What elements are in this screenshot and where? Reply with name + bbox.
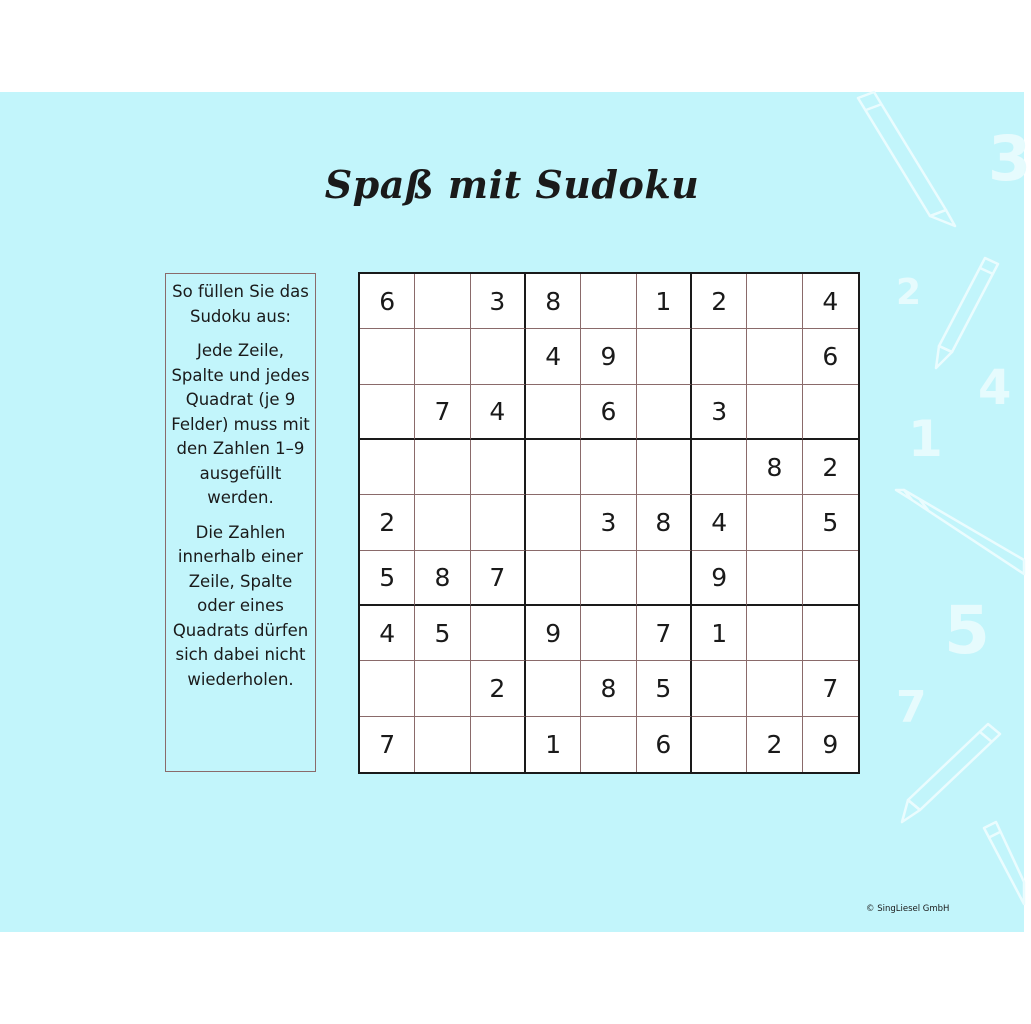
sudoku-empty-cell[interactable] — [360, 385, 415, 440]
copyright-notice: © SingLiesel GmbH — [866, 904, 950, 914]
sudoku-empty-cell[interactable] — [581, 274, 636, 329]
sudoku-empty-cell[interactable] — [692, 661, 747, 716]
sudoku-empty-cell[interactable] — [581, 551, 636, 606]
sudoku-empty-cell[interactable] — [360, 329, 415, 384]
decorative-number: 7 — [896, 682, 927, 733]
sudoku-empty-cell[interactable] — [415, 661, 470, 716]
sudoku-given-cell: 9 — [822, 729, 839, 759]
sudoku-given-cell: 4 — [803, 274, 858, 329]
sudoku-given-cell: 3 — [471, 274, 526, 329]
sudoku-given-cell: 8 — [747, 440, 802, 495]
sudoku-given-cell: 3 — [581, 495, 636, 550]
sudoku-empty-cell[interactable] — [415, 495, 470, 550]
decorative-number: 1 — [908, 410, 943, 468]
sudoku-empty-cell[interactable] — [747, 661, 802, 716]
pencil-icon — [936, 258, 998, 368]
sudoku-empty-cell[interactable] — [692, 717, 747, 772]
sudoku-grid — [358, 272, 860, 774]
sudoku-empty-cell[interactable] — [526, 385, 581, 440]
sudoku-given-cell: 4 — [692, 495, 747, 550]
sudoku-given-cell: 1 — [637, 274, 692, 329]
sudoku-given-cell: 4 — [526, 329, 581, 384]
sudoku-given-cell: 6 — [803, 329, 858, 384]
decorative-number: 3 — [988, 122, 1031, 195]
sudoku-empty-cell[interactable] — [526, 495, 581, 550]
sudoku-empty-cell[interactable] — [471, 495, 526, 550]
sudoku-given-cell: 1 — [526, 717, 581, 772]
sudoku-given-cell: 9 — [692, 551, 747, 606]
sudoku-empty-cell[interactable] — [637, 551, 692, 606]
sudoku-given-cell: 7 — [415, 385, 470, 440]
sudoku-given-cell: 4 — [360, 606, 415, 661]
sudoku-given-cell: 2 — [360, 495, 415, 550]
instructions-constraint: Die Zahlen innerhalb einer Zeile, Spalte oder eines Quadrats dürfen sich dabei nicht wiederholen. — [172, 522, 309, 689]
sudoku-given-cell: 2 — [803, 440, 858, 495]
sudoku-given-cell: 7 — [471, 551, 526, 606]
pencil-icon — [902, 724, 1000, 822]
sudoku-given-cell: 2 — [692, 274, 747, 329]
decorative-number: 5 — [944, 592, 990, 669]
sudoku-given-cell: 8 — [581, 661, 636, 716]
sudoku-given-cell: 8 — [526, 274, 581, 329]
instructions-rule: Jede Zeile, Spalte und jedes Quadrat (je 9 Felder) muss mit den Zahlen 1–9 ausgefüllt werden. — [171, 341, 310, 507]
sudoku-given-cell: 9 — [526, 606, 581, 661]
sudoku-given-cell: 5 — [637, 661, 692, 716]
sudoku-given-cell: 4 — [471, 385, 526, 440]
sudoku-empty-cell[interactable] — [415, 329, 470, 384]
sudoku-given-cell: 5 — [803, 495, 858, 550]
decorative-number: 4 — [978, 360, 1012, 416]
sudoku-empty-cell[interactable] — [747, 551, 802, 606]
sudoku-empty-cell[interactable] — [526, 440, 581, 495]
sudoku-empty-cell[interactable] — [581, 606, 636, 661]
sudoku-given-cell: 7 — [637, 606, 692, 661]
sudoku-empty-cell[interactable] — [360, 661, 415, 716]
sudoku-empty-cell[interactable] — [637, 385, 692, 440]
sudoku-empty-cell[interactable] — [747, 606, 802, 661]
sudoku-given-cell: 7 — [360, 717, 415, 772]
sudoku-empty-cell[interactable] — [803, 606, 858, 661]
sudoku-empty-cell[interactable] — [415, 717, 470, 772]
sudoku-given-cell: 5 — [360, 551, 415, 606]
sudoku-given-cell: 8 — [637, 495, 692, 550]
pencil-icon — [984, 822, 1024, 904]
sudoku-empty-cell[interactable] — [581, 440, 636, 495]
sudoku-given-cell: 3 — [692, 385, 747, 440]
sudoku-empty-cell[interactable] — [471, 329, 526, 384]
sudoku-empty-cell[interactable] — [415, 440, 470, 495]
sudoku-empty-cell[interactable] — [747, 495, 802, 550]
sudoku-empty-cell[interactable] — [803, 551, 858, 606]
sudoku-given-cell: 2 — [747, 717, 802, 772]
sudoku-given-cell: 6 — [360, 274, 415, 329]
sudoku-empty-cell[interactable] — [415, 274, 470, 329]
sudoku-empty-cell[interactable] — [526, 661, 581, 716]
sudoku-empty-cell[interactable] — [692, 329, 747, 384]
sudoku-empty-cell[interactable] — [637, 440, 692, 495]
sudoku-empty-cell[interactable] — [526, 551, 581, 606]
sudoku-empty-cell[interactable] — [471, 440, 526, 495]
sudoku-given-cell: 1 — [692, 606, 747, 661]
decorative-number: 2 — [896, 272, 922, 313]
instructions-intro: So füllen Sie das Sudoku aus: — [172, 282, 309, 326]
sudoku-empty-cell[interactable] — [581, 717, 636, 772]
sudoku-given-cell: 7 — [803, 661, 858, 716]
sudoku-given-cell: 8 — [415, 551, 470, 606]
page-title: Spaß mit Sudoku — [324, 162, 700, 207]
sudoku-empty-cell[interactable] — [803, 385, 858, 440]
sudoku-empty-cell[interactable] — [471, 717, 526, 772]
sudoku-empty-cell[interactable] — [747, 329, 802, 384]
sudoku-given-cell: 9 — [581, 329, 636, 384]
sudoku-empty-cell[interactable] — [692, 440, 747, 495]
sudoku-empty-cell[interactable] — [747, 274, 802, 329]
sudoku-given-cell: 2 — [471, 661, 526, 716]
pencil-icon — [896, 490, 1024, 574]
sudoku-given-cell: 5 — [415, 606, 470, 661]
sudoku-given-cell: 6 — [637, 717, 692, 772]
sudoku-empty-cell[interactable] — [637, 329, 692, 384]
instructions-box — [165, 273, 316, 772]
sudoku-given-cell: 6 — [581, 385, 636, 440]
sudoku-panel — [0, 92, 1031, 932]
sudoku-empty-cell[interactable] — [747, 385, 802, 440]
sudoku-empty-cell[interactable] — [471, 606, 526, 661]
sudoku-empty-cell[interactable] — [360, 440, 415, 495]
